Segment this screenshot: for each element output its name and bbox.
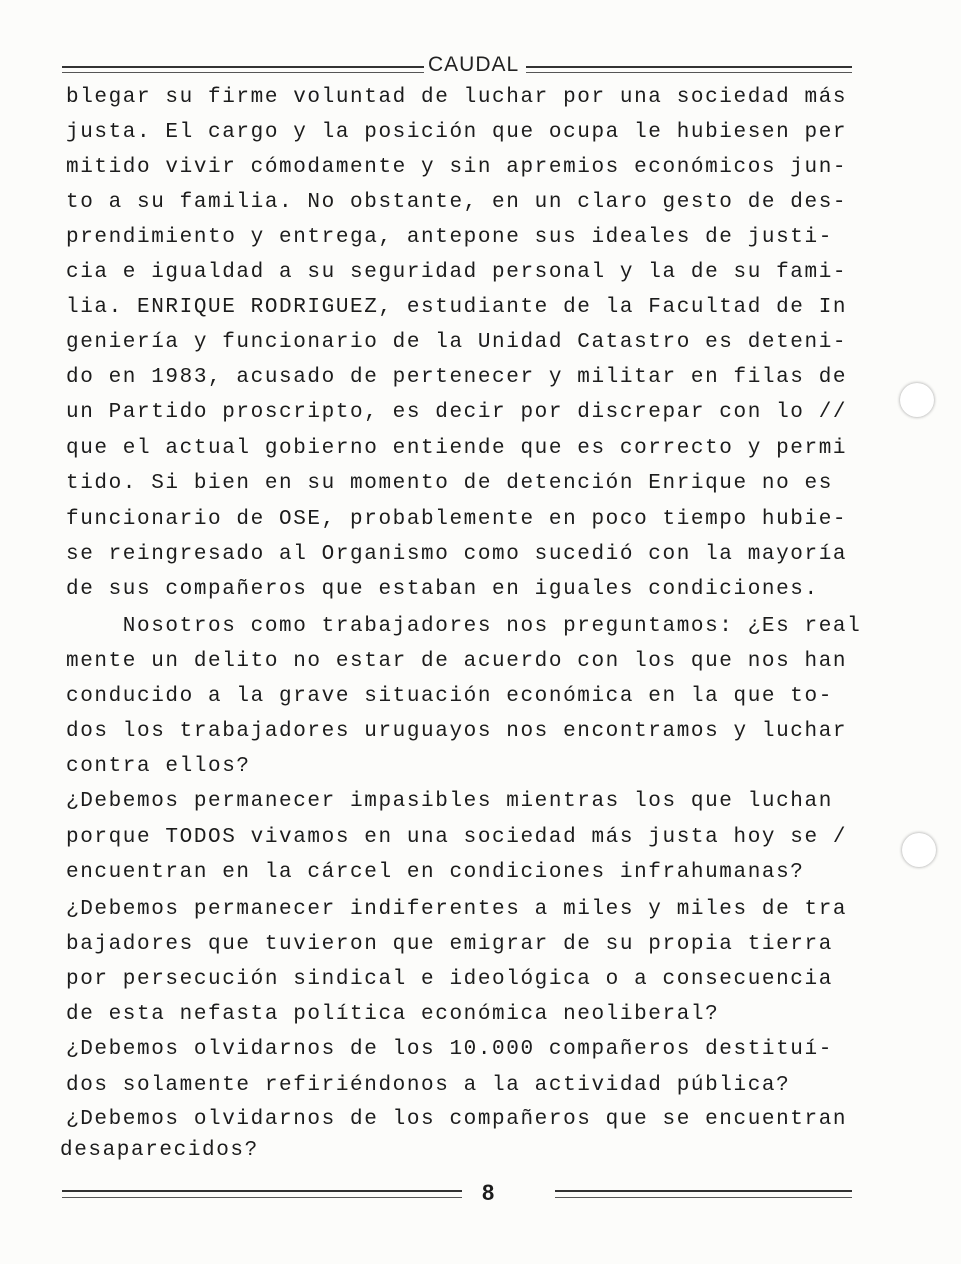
- text-line: mente un delito no estar de acuerdo con los que nos han: [66, 650, 848, 673]
- text-line: geniería y funcionario de la Unidad Catastro es deteni-: [66, 331, 848, 354]
- footer-rule-right: [555, 1190, 852, 1192]
- text-line: prendimiento y entrega, antepone sus ideales de justi-: [66, 226, 833, 249]
- text-line: funcionario de OSE, probablemente en poco tiempo hubie-: [66, 508, 848, 531]
- text-line: lia. ENRIQUE RODRIGUEZ, estudiante de la Facultad de In: [66, 296, 848, 319]
- text-line: ¿Debemos permanecer impasibles mientras los que luchan: [66, 790, 833, 813]
- header-rule-left: [62, 66, 424, 68]
- header-rule-right: [526, 66, 852, 68]
- text-line: contra ellos?: [66, 755, 251, 778]
- header-rule-left-2: [62, 72, 424, 73]
- text-line: por persecución sindical e ideológica o a consecuencia: [66, 968, 833, 991]
- punch-hole: [900, 383, 934, 417]
- text-line: porque TODOS vivamos en una sociedad más justa hoy se /: [66, 826, 848, 849]
- footer-rule-left-2: [62, 1197, 462, 1198]
- text-line: cia e igualdad a su seguridad personal y la de su fami-: [66, 261, 848, 284]
- header-title: CAUDAL: [428, 53, 520, 76]
- text-line: blegar su firme voluntad de luchar por una sociedad más: [66, 86, 848, 109]
- text-line: mitido vivir cómodamente y sin apremios económicos jun-: [66, 156, 848, 179]
- text-line: tido. Si bien en su momento de detención Enrique no es: [66, 472, 833, 495]
- text-line: desaparecidos?: [60, 1139, 259, 1162]
- text-line: Nosotros como trabajadores nos preguntamos: ¿Es real: [66, 615, 862, 638]
- text-line: to a su familia. No obstante, en un claro gesto de des-: [66, 191, 848, 214]
- text-line: dos los trabajadores uruguayos nos encontramos y luchar: [66, 720, 848, 743]
- text-line: de sus compañeros que estaban en iguales condiciones.: [66, 578, 819, 601]
- text-line: que el actual gobierno entiende que es correcto y permi: [66, 437, 848, 460]
- text-line: ¿Debemos permanecer indiferentes a miles y miles de tra: [66, 898, 848, 921]
- text-line: dos solamente refiriéndonos a la actividad pública?: [66, 1074, 791, 1097]
- header-rule-right-2: [526, 72, 852, 73]
- text-line: bajadores que tuvieron que emigrar de su propia tierra: [66, 933, 833, 956]
- text-line: do en 1983, acusado de pertenecer y militar en filas de: [66, 366, 848, 389]
- text-line: un Partido proscripto, es decir por discrepar con lo //: [66, 401, 848, 424]
- text-line: ¿Debemos olvidarnos de los compañeros que se encuentran: [66, 1108, 848, 1131]
- text-line: encuentran en la cárcel en condiciones infrahumanas?: [66, 861, 805, 884]
- text-line: conducido a la grave situación económica en la que to-: [66, 685, 833, 708]
- text-line: justa. El cargo y la posición que ocupa le hubiesen per: [66, 121, 848, 144]
- text-line: se reingresado al Organismo como sucedió con la mayoría: [66, 543, 848, 566]
- footer-rule-right-2: [555, 1197, 852, 1198]
- text-line: de esta nefasta política económica neoliberal?: [66, 1003, 720, 1026]
- punch-hole: [902, 833, 936, 867]
- footer-rule-left: [62, 1190, 462, 1192]
- text-line: ¿Debemos olvidarnos de los 10.000 compañeros destituí-: [66, 1038, 833, 1061]
- page-number: 8: [482, 1180, 495, 1205]
